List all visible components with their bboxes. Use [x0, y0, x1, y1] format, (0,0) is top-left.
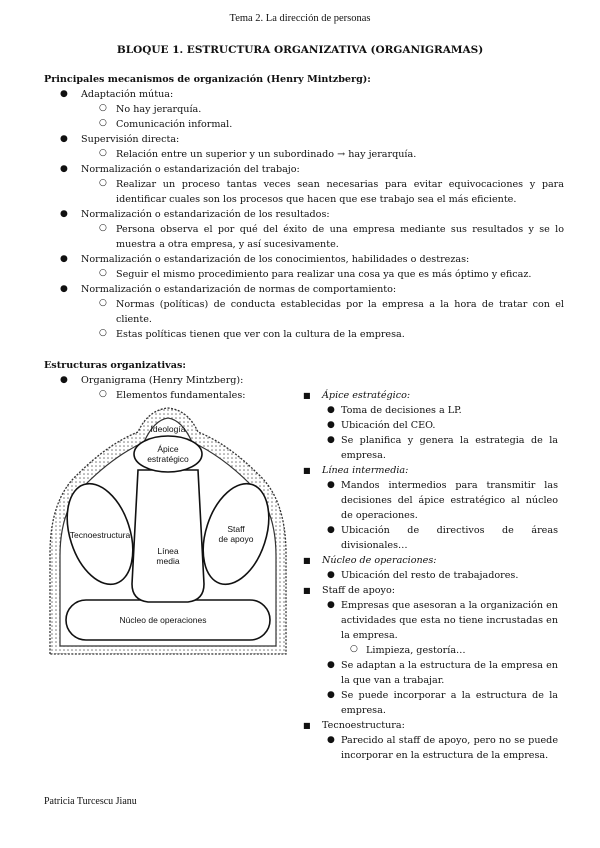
technostructure-label: Tecnoestructura	[69, 530, 131, 540]
page-footer: Patricia Turcescu Jianu	[44, 796, 137, 807]
mechanism-label: Adaptación mútua:	[81, 89, 174, 100]
bullet-icon: ●	[327, 660, 335, 670]
list-item	[44, 147, 564, 162]
operations-core-label: Núcleo de operaciones	[119, 615, 207, 625]
list-item	[44, 207, 564, 222]
element-detail-item	[303, 598, 558, 643]
mechanism-label: Normalización o estandarización de los resultados:	[81, 209, 330, 220]
element-item	[303, 463, 558, 478]
bullet-icon: ●	[60, 89, 68, 99]
element-item	[303, 388, 558, 403]
organigram-label: Organigrama (Henry Mintzberg):	[81, 375, 244, 386]
mechanism-label: Normalización o estandarización del trabajo:	[81, 164, 300, 175]
staff-label-1: Staff	[227, 524, 245, 534]
element-item	[303, 583, 558, 598]
structures-title: Estructuras organizativas:	[44, 360, 186, 371]
element-subdetail-item	[303, 643, 558, 658]
list-item	[44, 87, 564, 102]
element-detail-item	[303, 523, 558, 553]
main-content	[44, 72, 564, 403]
list-item	[44, 132, 564, 147]
ideology-label: Ideología	[150, 424, 186, 434]
circle-bullet-icon: ○	[99, 103, 107, 113]
list-item	[44, 117, 564, 132]
circle-bullet-icon: ○	[99, 148, 107, 158]
circle-bullet-icon: ○	[99, 298, 107, 308]
element-label: Núcleo de operaciones:	[322, 555, 437, 566]
page-header: Tema 2. La dirección de personas	[229, 13, 371, 24]
circle-bullet-icon: ○	[350, 644, 358, 654]
apex-label-1: Ápice	[157, 444, 179, 454]
element-detail-item	[303, 433, 558, 463]
mechanism-detail: Relación entre un superior y un subordinado → hay jerarquía.	[116, 149, 417, 160]
element-detail: Se planifica y genera la estrategia de la empresa.	[341, 435, 558, 461]
element-detail: Empresas que asesoran a la organización en actividades que esta no tiene incrustadas en la empresa.	[341, 600, 558, 641]
mechanisms-list	[44, 87, 564, 342]
block-title: BLOQUE 1. ESTRUCTURA ORGANIZATIVA (ORGANIGRAMAS)	[116, 44, 484, 56]
organigram-diagram	[38, 404, 298, 666]
middle-line-label-2: media	[156, 556, 180, 566]
mechanism-detail: Seguir el mismo procedimiento para realizar una cosa ya que es más óptimo y eficaz.	[116, 269, 532, 280]
mechanism-label: Supervisión directa:	[81, 134, 180, 145]
list-item	[44, 373, 564, 388]
mechanism-detail: Estas políticas tienen que ver con la cultura de la empresa.	[116, 329, 405, 340]
circle-bullet-icon: ○	[99, 389, 107, 399]
element-detail: Toma de decisiones a LP.	[341, 405, 462, 416]
bullet-icon: ●	[60, 254, 68, 264]
circle-bullet-icon: ○	[99, 178, 107, 188]
list-item	[44, 267, 564, 282]
circle-bullet-icon: ○	[99, 118, 107, 128]
mechanism-detail: No hay jerarquía.	[116, 104, 202, 115]
list-item	[44, 162, 564, 177]
element-detail: Ubicación del CEO.	[341, 420, 436, 431]
elements-label: Elementos fundamentales:	[116, 390, 246, 401]
element-label: Ápice estratégico:	[322, 390, 411, 401]
element-detail-item	[303, 418, 558, 433]
mechanism-label: Normalización o estandarización de normas de comportamiento:	[81, 284, 397, 295]
bullet-icon: ●	[60, 375, 68, 385]
square-bullet-icon: ■	[303, 391, 311, 400]
bullet-icon: ●	[327, 735, 335, 745]
bullet-icon: ●	[60, 134, 68, 144]
element-detail-item	[303, 688, 558, 718]
mechanism-label: Normalización o estandarización de los conocimientos, habilidades o destrezas:	[81, 254, 470, 265]
element-detail: Ubicación de directivos de áreas divisionales…	[341, 525, 558, 551]
mechanism-detail: Realizar un proceso tantas veces sean necesarias para evitar equivocaciones y para identificar cuales son los procesos que hacen que ese trabajo sea el más eficiente.	[116, 179, 564, 205]
element-detail-item	[303, 403, 558, 418]
element-item	[303, 718, 558, 733]
bullet-icon: ●	[327, 690, 335, 700]
element-detail-item	[303, 568, 558, 583]
square-bullet-icon: ■	[303, 721, 311, 730]
list-item	[44, 177, 564, 207]
square-bullet-icon: ■	[303, 466, 311, 475]
element-detail-item	[303, 478, 558, 523]
mechanism-detail: Comunicación informal.	[116, 119, 233, 130]
staff-label-2: de apoyo	[218, 534, 254, 544]
list-item	[44, 222, 564, 252]
mechanisms-title: Principales mecanismos de organización (Henry Mintzberg):	[44, 74, 371, 85]
element-item	[303, 553, 558, 568]
bullet-icon: ●	[327, 570, 335, 580]
bullet-icon: ●	[60, 209, 68, 219]
element-detail: Ubicación del resto de trabajadores.	[341, 570, 519, 581]
element-label: Tecnoestructura:	[322, 720, 405, 731]
bullet-icon: ●	[60, 284, 68, 294]
square-bullet-icon: ■	[303, 556, 311, 565]
element-subdetail: Limpieza, gestoría…	[366, 645, 466, 656]
circle-bullet-icon: ○	[99, 268, 107, 278]
list-item	[44, 102, 564, 117]
bullet-icon: ●	[327, 420, 335, 430]
element-label: Línea intermedia:	[322, 465, 409, 476]
list-item	[44, 297, 564, 327]
element-detail-item	[303, 733, 558, 763]
circle-bullet-icon: ○	[99, 328, 107, 338]
element-detail: Mandos intermedios para transmitir las decisiones del ápice estratégico al núcleo de operaciones.	[341, 480, 558, 521]
mechanism-detail: Normas (políticas) de conducta establecidas por la empresa a la hora de tratar con el cliente.	[116, 299, 564, 325]
element-detail: Se adaptan a la estructura de la empresa en la que van a trabajar.	[341, 660, 558, 686]
circle-bullet-icon: ○	[99, 223, 107, 233]
element-detail-item	[303, 658, 558, 688]
bullet-icon: ●	[60, 164, 68, 174]
element-detail: Se puede incorporar a la estructura de la empresa.	[341, 690, 558, 716]
elements-list	[303, 388, 558, 763]
list-item	[44, 282, 564, 297]
middle-line-shape	[132, 470, 204, 602]
middle-line-label-1: Línea	[157, 546, 179, 556]
mechanism-detail: Persona observa el por qué del éxito de una empresa mediante sus resultados y se lo muestra a otra empresa, y así sucesivamente.	[116, 224, 564, 250]
element-detail: Parecido al staff de apoyo, pero no se puede incorporar en la estructura de la empresa.	[341, 735, 558, 761]
bullet-icon: ●	[327, 525, 335, 535]
element-label: Staff de apoyo:	[322, 585, 395, 596]
bullet-icon: ●	[327, 405, 335, 415]
list-item	[44, 327, 564, 342]
bullet-icon: ●	[327, 600, 335, 610]
bullet-icon: ●	[327, 435, 335, 445]
list-item	[44, 252, 564, 267]
bullet-icon: ●	[327, 480, 335, 490]
apex-label-2: estratégico	[147, 454, 189, 464]
square-bullet-icon: ■	[303, 586, 311, 595]
